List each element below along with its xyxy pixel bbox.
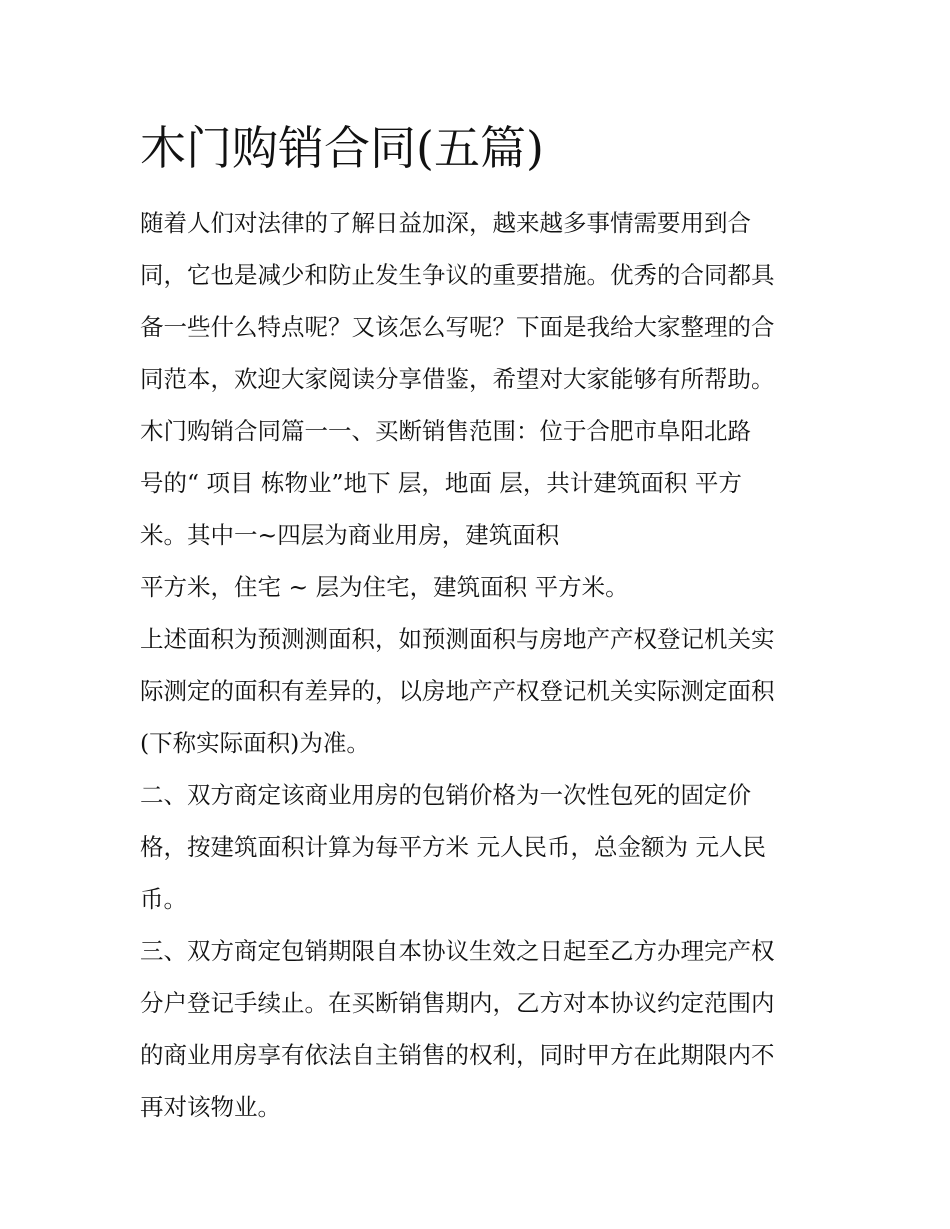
body-line: 平方米，住宅 ~ 层为住宅，建筑面积 平方米。 (140, 573, 629, 601)
body-line: 号的“ 项目 栋物业”地下 层，地面 层，共计建筑面积 平方 (140, 469, 742, 497)
body-line: 再对该物业。 (140, 1093, 281, 1121)
body-line: 米。其中一~四层为商业用房，建筑面积 (140, 521, 560, 549)
document-title: 木门购销合同(五篇) (140, 121, 544, 175)
body-line: 备一些什么特点呢？又该怎么写呢？下面是我给大家整理的合 (140, 313, 775, 341)
body-line: 三、双方商定包销期限自本协议生效之日起至乙方办理完产权 (140, 937, 775, 965)
body-line: (下称实际面积)为准。 (140, 729, 370, 757)
body-line: 随着人们对法律的了解日益加深，越来越多事情需要用到合 (140, 209, 751, 237)
body-line: 际测定的面积有差异的，以房地产产权登记机关实际测定面积 (140, 677, 775, 705)
body-line: 的商业用房享有依法自主销售的权利，同时甲方在此期限内不 (140, 1041, 775, 1069)
body-line: 二、双方商定该商业用房的包销价格为一次性包死的固定价 (140, 781, 751, 809)
body-line: 格，按建筑面积计算为每平方米 元人民币，总金额为 元人民 (140, 833, 766, 861)
body-line: 分户登记手续止。在买断销售期内，乙方对本协议约定范围内 (140, 989, 775, 1017)
body-line: 上述面积为预测测面积，如预测面积与房地产产权登记机关实 (140, 625, 775, 653)
body-line: 木门购销合同篇一一、买断销售范围：位于合肥市阜阳北路 (140, 417, 751, 445)
body-line: 同范本，欢迎大家阅读分享借鉴，希望对大家能够有所帮助。 (140, 365, 775, 393)
body-line: 同，它也是减少和防止发生争议的重要措施。优秀的合同都具 (140, 261, 775, 289)
body-line: 币。 (140, 885, 187, 913)
document-body (140, 197, 820, 1133)
